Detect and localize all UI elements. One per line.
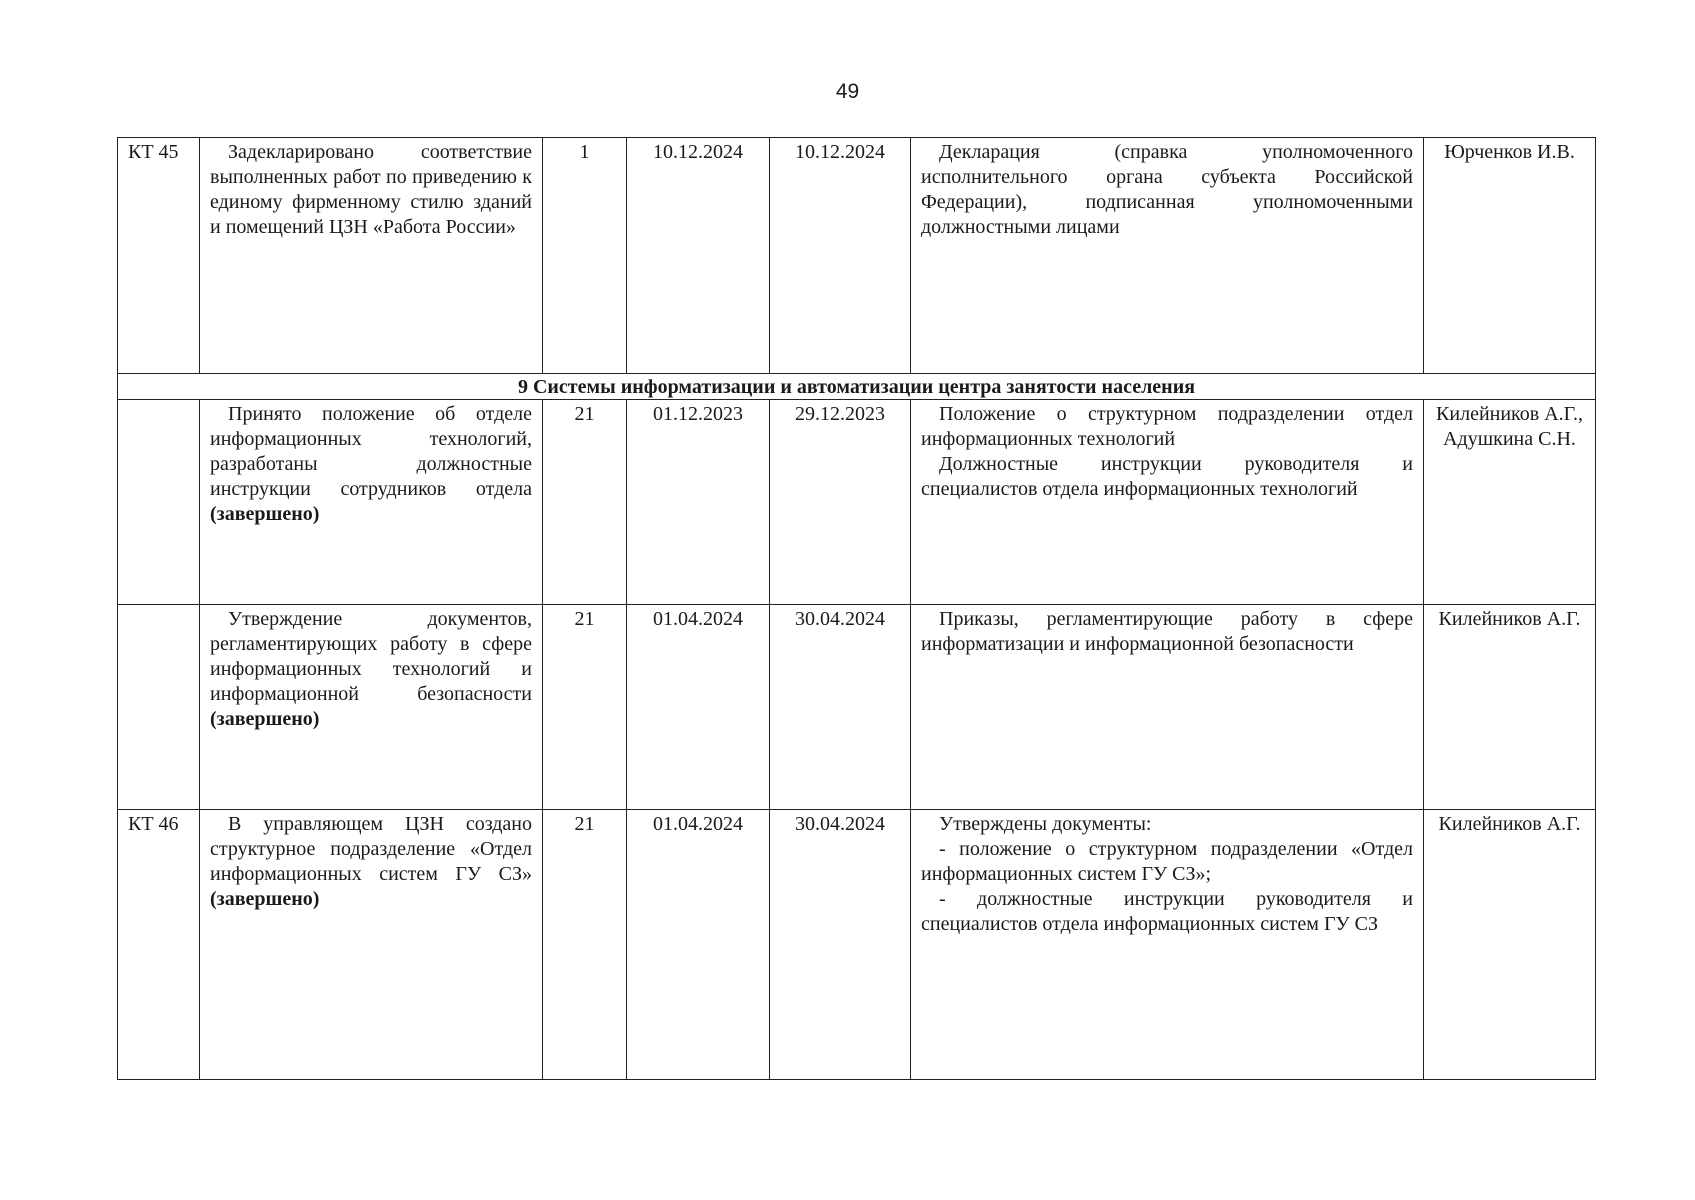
row-event [200, 138, 543, 374]
document-line: - положение о структурном подразделении «Отдел информационных систем ГУ СЗ»; [921, 838, 1413, 885]
row-document [911, 400, 1424, 605]
row-end-date: 30.04.2024 [770, 810, 911, 1080]
table-row [118, 400, 1596, 605]
row-code: КТ 46 [118, 810, 200, 1080]
row-document [911, 138, 1424, 374]
page-number: 49 [835, 80, 860, 103]
document-line: Приказы, регламентирующие работу в сфере информатизации и информационной безопасности [921, 608, 1413, 655]
event-text: В управляющем ЦЗН создано структурное подразделение «Отдел информационных систем ГУ СЗ» [210, 813, 532, 885]
row-start-date: 01.04.2024 [627, 810, 770, 1080]
row-number: 21 [543, 605, 627, 810]
document-line: Положение о структурном подразделении отдел информационных технологий [921, 403, 1413, 450]
table-row [118, 810, 1596, 1080]
row-end-date: 29.12.2023 [770, 400, 911, 605]
row-responsible: Килейников А.Г., Адушкина С.Н. [1424, 400, 1596, 605]
event-text: Принято положение об отделе информационных технологий, разработаны должностные инструкции сотрудников отдела [210, 403, 532, 500]
row-event [200, 400, 543, 605]
document-line: Декларация (справка уполномоченного исполнительного органа субъекта Российской Федерации), подписанная уполномоченными должностными лицами [921, 141, 1413, 238]
row-start-date: 01.04.2024 [627, 605, 770, 810]
plan-table [117, 137, 1596, 1080]
row-responsible: Килейников А.Г. [1424, 605, 1596, 810]
document-line: Должностные инструкции руководителя и специалистов отдела информационных технологий [921, 453, 1413, 500]
document-line: - должностные инструкции руководителя и специалистов отдела информационных систем ГУ СЗ [921, 888, 1413, 935]
section-title: 9 Системы информатизации и автоматизации центра занятости населения [118, 374, 1596, 400]
document-line: Утверждены документы: [939, 813, 1152, 835]
event-status: (завершено) [210, 708, 320, 730]
section-header-row [118, 374, 1596, 400]
row-code: КТ 45 [118, 138, 200, 374]
table-row [118, 138, 1596, 374]
row-document [911, 605, 1424, 810]
table-row [118, 605, 1596, 810]
row-end-date: 30.04.2024 [770, 605, 911, 810]
row-responsible: Юрченков И.В. [1424, 138, 1596, 374]
event-status: (завершено) [210, 888, 320, 910]
row-start-date: 01.12.2023 [627, 400, 770, 605]
row-event [200, 810, 543, 1080]
row-code [118, 605, 200, 810]
row-code [118, 400, 200, 605]
row-start-date: 10.12.2024 [627, 138, 770, 374]
row-number: 21 [543, 400, 627, 605]
row-event [200, 605, 543, 810]
row-end-date: 10.12.2024 [770, 138, 911, 374]
row-number: 21 [543, 810, 627, 1080]
row-document [911, 810, 1424, 1080]
event-text: Утверждение документов, регламентирующих работу в сфере информационных технологий и информационной безопасности [210, 608, 532, 705]
event-status: (завершено) [210, 503, 320, 525]
event-text: Задекларировано соответствие выполненных работ по приведению к единому фирменному стилю зданий и помещений ЦЗН «Работа России» [210, 141, 532, 238]
row-number: 1 [543, 138, 627, 374]
row-responsible: Килейников А.Г. [1424, 810, 1596, 1080]
